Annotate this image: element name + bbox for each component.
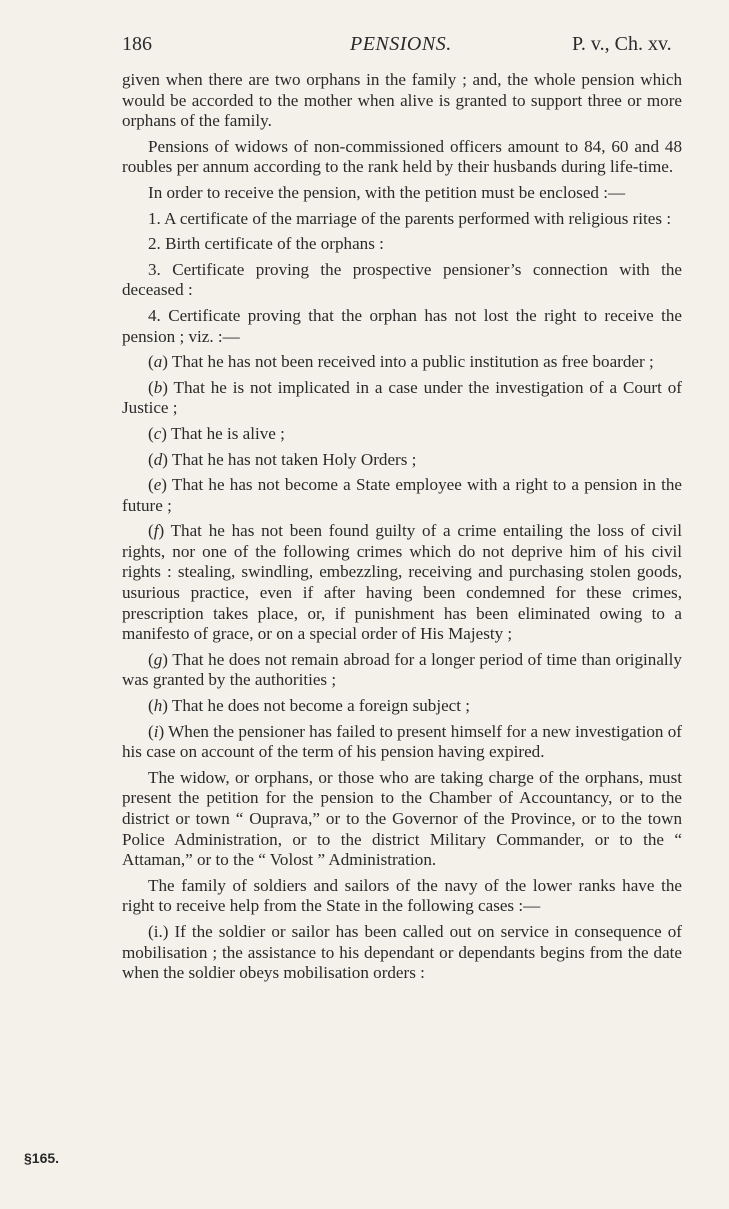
sub-list-item: (i) When the pensioner has failed to present himself for a new investigation of his case on account of the term of his pension having expired. bbox=[122, 721, 682, 762]
item-marker: i bbox=[153, 721, 159, 741]
item-marker: f bbox=[153, 521, 159, 541]
paragraph: (i.) If the soldier or sailor has been called out on service in consequence of mobilisation ; the assistance to his dependant or dependants begins from the date when the soldier obeys mobilisation orders : bbox=[122, 921, 682, 983]
section-margin-note: §165. bbox=[24, 1150, 60, 1166]
list-item: 4. Certificate proving that the orphan has not lost the right to receive the pension ; viz. :— bbox=[122, 305, 682, 346]
paragraph: Pensions of widows of non-commissioned officers amount to 84, 60 and 48 roubles per annum according to the rank held by their husbands during life-time. bbox=[122, 136, 682, 177]
item-marker: e bbox=[153, 475, 162, 495]
chapter-reference: P. v., Ch. xv. bbox=[572, 33, 672, 55]
list-item: 1. A certificate of the marriage of the parents performed with religious rites : bbox=[148, 208, 672, 228]
sub-list-item: (h) That he does not become a foreign subject ; bbox=[148, 696, 471, 716]
list-item: 2. Birth certificate of the orphans : bbox=[148, 234, 384, 254]
running-title: PENSIONS. bbox=[350, 33, 452, 55]
page-number: 186 bbox=[122, 33, 152, 55]
sub-list-item: (f) That he has not been found guilty of a crime entailing the loss of civil rights, nor one of the following crimes which do not deprive him of his civil rights : stealing, swindling, embezzling, receiving and purchasing stolen goods, usurious practice, even if after having been condemned for these crimes, prescription takes place, or, if punishment has been eliminated owing to a manifesto of grace, or on a special order of His Majesty ; bbox=[122, 521, 682, 644]
paragraph: The widow, or orphans, or those who are taking charge of the orphans, must present the petition for the pension to the Chamber of Accountancy, or to the district or town “ Ouprava,” or to the Governor of the Province, or to the town Police Administration, or to the district Military Commander, or to the “ Attaman,” or to the “ Volost ” Administration. bbox=[122, 767, 682, 870]
body-text bbox=[122, 70, 682, 989]
item-marker: d bbox=[153, 449, 163, 469]
paragraph: In order to receive the pension, with the petition must be enclosed :— bbox=[148, 182, 626, 202]
sub-list-item: (e) That he has not become a State employee with a right to a pension in the future ; bbox=[122, 475, 682, 515]
paragraph: given when there are two orphans in the family ; and, the whole pension which would be accorded to the mother when alive is granted to support three or more orphans of the family. bbox=[122, 70, 682, 131]
sub-list-item: (c) That he is alive ; bbox=[148, 423, 285, 443]
item-marker: h bbox=[153, 696, 163, 716]
sub-list-item: (g) That he does not remain abroad for a longer period of time than originally was granted by the authorities ; bbox=[122, 649, 682, 690]
item-marker: c bbox=[153, 423, 162, 443]
sub-list-item: (d) That he has not taken Holy Orders ; bbox=[148, 449, 417, 469]
item-marker: a bbox=[153, 352, 163, 372]
sub-list-item: (a) That he has not been received into a public institution as free boarder ; bbox=[148, 352, 654, 372]
paragraph: The family of soldiers and sailors of the navy of the lower ranks have the right to receive help from the State in the following cases :— bbox=[122, 875, 682, 916]
running-header bbox=[122, 33, 682, 61]
item-marker: b bbox=[153, 377, 163, 397]
sub-list-item: (b) That he is not implicated in a case under the investigation of a Court of Justice ; bbox=[122, 377, 682, 418]
list-item: 3. Certificate proving the prospective pensioner’s connection with the deceased : bbox=[122, 259, 682, 300]
item-marker: g bbox=[153, 649, 163, 669]
